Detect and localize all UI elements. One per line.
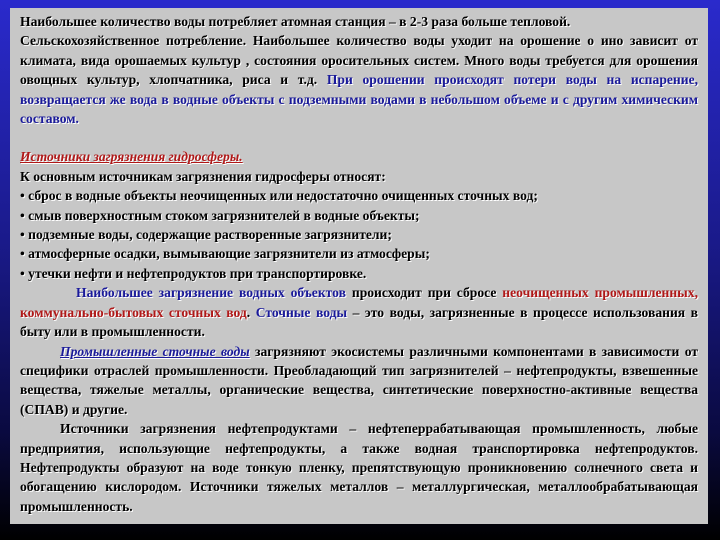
biggest-pollution-text: Наибольшее загрязнение водных объектов (76, 285, 346, 301)
irrigation-loss-text: При орошении происходят потери воды на испарение, возвращается же вода в водные объекты с подземными водами в небольшом объеме и с другим химическим составом. (20, 72, 699, 127)
wastewater-text-2: . (246, 304, 256, 320)
sources-heading: Источники загрязнения гидросферы. (20, 149, 243, 165)
bullet-item: • подземные воды, содержащие растворенные загрязнители; (20, 227, 392, 243)
paragraph-industrial (20, 342, 698, 420)
wastewater-text-1: происходит при сбросе (345, 285, 503, 301)
paragraph-agriculture (20, 31, 698, 128)
bullet-item: • смыв поверхностным стоком загрязнителей в водные объекты; (20, 207, 420, 223)
wastewater-text-3: – это воды, загрязненные в процессе использования в быту или в промышленности. (20, 304, 699, 340)
paragraph-nuclear: Наибольшее количество воды потребляет атомная станция – в 2-3 раза больше тепловой. (20, 14, 571, 29)
untreated-wastewater-text: неочищенных промышленных, коммунально-бытовых сточных вод (20, 285, 698, 320)
slide-panel (10, 8, 708, 524)
industrial-wastewater-term: Промышленные сточные воды (60, 343, 250, 359)
paragraph-wastewater (20, 283, 698, 341)
bullet-item: • сброс в водные объекты неочищенных или недостаточно очищенных сточных вод; (20, 188, 538, 204)
bullet-item: • утечки нефти и нефтепродуктов при транспортировке. (20, 265, 367, 281)
agriculture-text: Сельскохозяйственное потребление. Наибольшее количество воды уходит на орошение о ино зависит от климата, вида орошаемых культур , состояния оросительных систем. Много воды требуется для орошения овощных культур, хлопчатника, риса и т.д. (20, 33, 698, 88)
sources-intro: К основным источникам загрязнения гидросферы относят: (20, 168, 386, 184)
wastewater-term: Сточные воды (255, 304, 348, 320)
industrial-text: загрязняют экосистемы различными компонентами в зависимости от специфики отраслей промышленности. Преобладающий тип загрязнителей – нефтепродукты, взвешенные вещества, тяжелые металлы, органические вещества, синтетические поверхностно-активные вещества (СПАВ) и другие. (20, 343, 698, 417)
bullet-item: • атмосферные осадки, вымывающие загрязнители из атмосферы; (20, 246, 430, 262)
spacer (20, 128, 698, 147)
paragraph-oil-sources: Источники загрязнения нефтепродуктами – нефтеперрабатывающая промышленность, любые предприятия, использующие нефтепродукты, а также водная транспортировка нефтепродуктов. Нефтепродукты образуют на воде тонкую пленку, препятствующую проникновению солнечного света и обогащению кислородом. Источники тяжелых металлов – металлургическая, металлообрабатывающая промышленность. (20, 421, 698, 514)
